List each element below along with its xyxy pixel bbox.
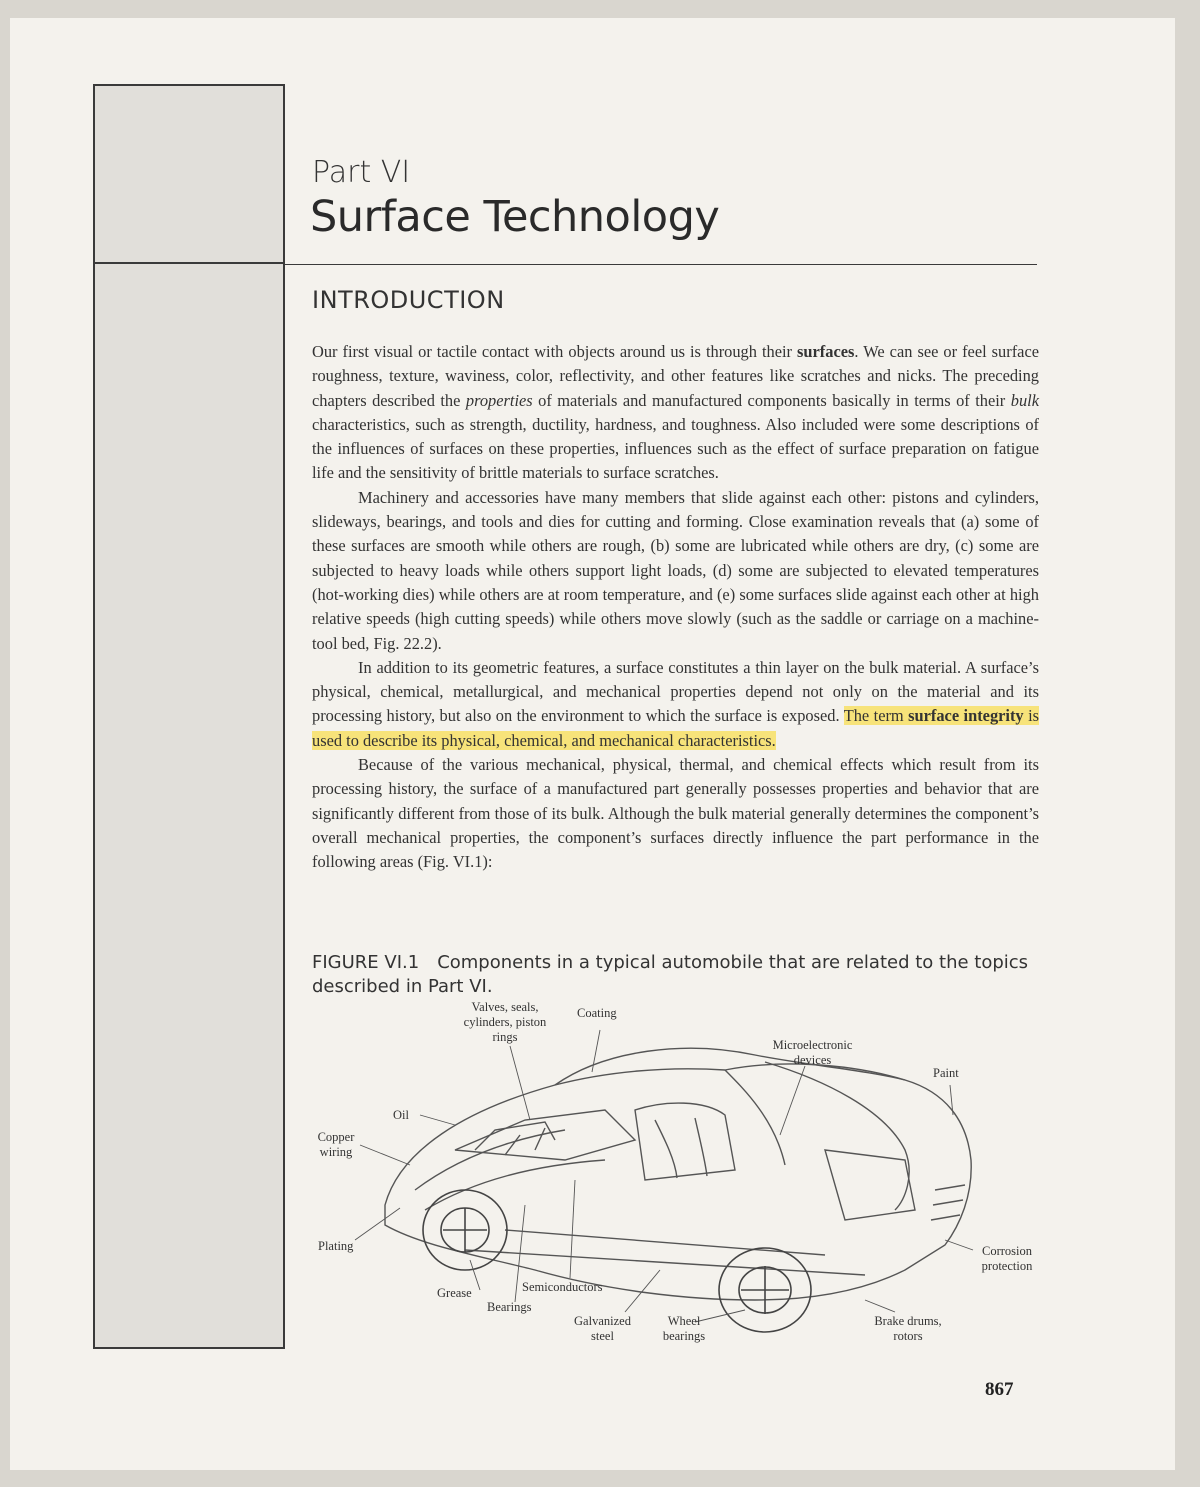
label-microelectronic: Microelectronic devices — [772, 1038, 853, 1067]
cabin-interior — [635, 1103, 735, 1180]
text-run: Our first visual or tactile contact with objects around us is through their — [312, 342, 798, 361]
label-oil: Oil — [393, 1108, 409, 1122]
leader-micro — [780, 1066, 805, 1135]
bold-term: surfaces — [797, 342, 855, 361]
leader-paint — [950, 1085, 953, 1115]
text-run: The term — [843, 706, 909, 726]
text-run: characteristics, such as strength, ductility, hardness, and toughness. Also included were some descriptions of the influences of surfaces on these properties, influences such as the effect of surface preparation on fatigue life and the sensitivity of brittle materials to surface scratches. — [312, 414, 1039, 483]
strip-rule — [93, 262, 285, 264]
label-paint: Paint — [933, 1066, 959, 1080]
part-label: Part VI — [312, 155, 411, 190]
body-outline — [385, 1064, 971, 1300]
text-run: In addition to its geometric features, a surface constitutes a thin layer on the bulk material. A surface’s physical, chemical, metallurgical, and mechanical properties depend not only on the material and its processing history, but also on the environment to which the surface is exposed. — [312, 657, 1039, 726]
leader-oil — [420, 1115, 455, 1125]
hood-lines — [415, 1130, 605, 1210]
label-plating: Plating — [318, 1239, 354, 1253]
label-grease: Grease — [437, 1286, 472, 1300]
seat-lines — [655, 1118, 707, 1178]
text-run: of materials and manufactured components basically in terms of their — [532, 390, 1011, 410]
part-title: Surface Technology — [310, 192, 720, 242]
leader-plating — [355, 1208, 400, 1240]
figure-car-illustration — [305, 1000, 1045, 1360]
car-body — [385, 1048, 971, 1300]
text-run: . We can see or feel surface roughness, texture, waviness, color, reflectivity, and other features like scratches and nicks. The preceding chapters described the — [312, 342, 1039, 410]
leader-brake — [865, 1300, 895, 1312]
label-copper: Copper wiring — [317, 1130, 355, 1159]
leader-coating — [592, 1030, 600, 1072]
paragraph-2: Machinery and accessories have many members that slide against each other: pistons and cylinders, slideways, bearings, and tools and dies for cutting and forming. Close examination reveals that (a) some of these surfaces are smooth while others are rough, (b) some are lubricated while others are dry, (c) some are subjected to heavy loads while others support light loads, (d) some are subjected to elevated temperatures (hot-working dies) while others are at room temperature, and (e) some surfaces slide against each other at high relative speeds (high cutting speeds) while others move slowly (such as the saddle or carriage on a machine-tool bed, Fig. 22.2). — [312, 487, 1039, 653]
leader-corrosion — [945, 1240, 973, 1250]
section-heading: INTRODUCTION — [312, 286, 505, 314]
rear-compartment — [825, 1150, 915, 1220]
label-bearings: Bearings — [487, 1300, 532, 1314]
bold-term: surface integrity — [908, 706, 1024, 726]
label-semiconductors: Semiconductors — [522, 1280, 603, 1294]
paragraph-3 — [312, 656, 1039, 753]
paragraph-4: Because of the various mechanical, physical, thermal, and chemical effects which result from its processing history, the surface of a manufactured part generally possesses properties and behavior that are significantly different from those of its bulk. Although the bulk material generally determines the component’s overall mechanical properties, the component’s surfaces directly influence the part performance in the following areas (Fig. VI.1): — [312, 755, 1039, 872]
car-drawing — [305, 1000, 1045, 1360]
label-valves: Valves, seals, cylinders, piston rings — [463, 1000, 547, 1044]
figure-caption-text: Components in a typical automobile that are related to the topics described in Part VI. — [312, 952, 1029, 997]
leader-valves — [510, 1046, 530, 1120]
label-wheel-bearings: Wheel bearings — [662, 1314, 706, 1343]
wheels — [423, 1190, 811, 1332]
pillar — [725, 1070, 785, 1165]
tail-lights — [931, 1185, 965, 1220]
label-coating: Coating — [577, 1006, 617, 1020]
body-text — [312, 340, 1039, 875]
rear-glass — [765, 1062, 909, 1210]
figure-number: FIGURE VI.1 — [312, 952, 420, 973]
margin-strip — [93, 84, 285, 1349]
engine-block — [455, 1110, 635, 1160]
page-number: 867 — [985, 1379, 1014, 1400]
leader-copper — [360, 1145, 410, 1165]
italic-term: properties — [465, 390, 533, 410]
label-brake: Brake drums, rotors — [874, 1314, 942, 1343]
leader-semi — [570, 1180, 575, 1278]
heading-rule — [285, 264, 1037, 265]
paragraph-1 — [312, 340, 1039, 486]
figure-caption — [312, 951, 1032, 999]
italic-term: bulk — [1010, 390, 1039, 410]
text-run: is used to describe its physical, chemical, and mechanical characteristics. — [312, 706, 1040, 750]
label-galvanized: Galvanized steel — [574, 1314, 631, 1343]
label-corrosion: Corrosion protection — [981, 1244, 1033, 1273]
